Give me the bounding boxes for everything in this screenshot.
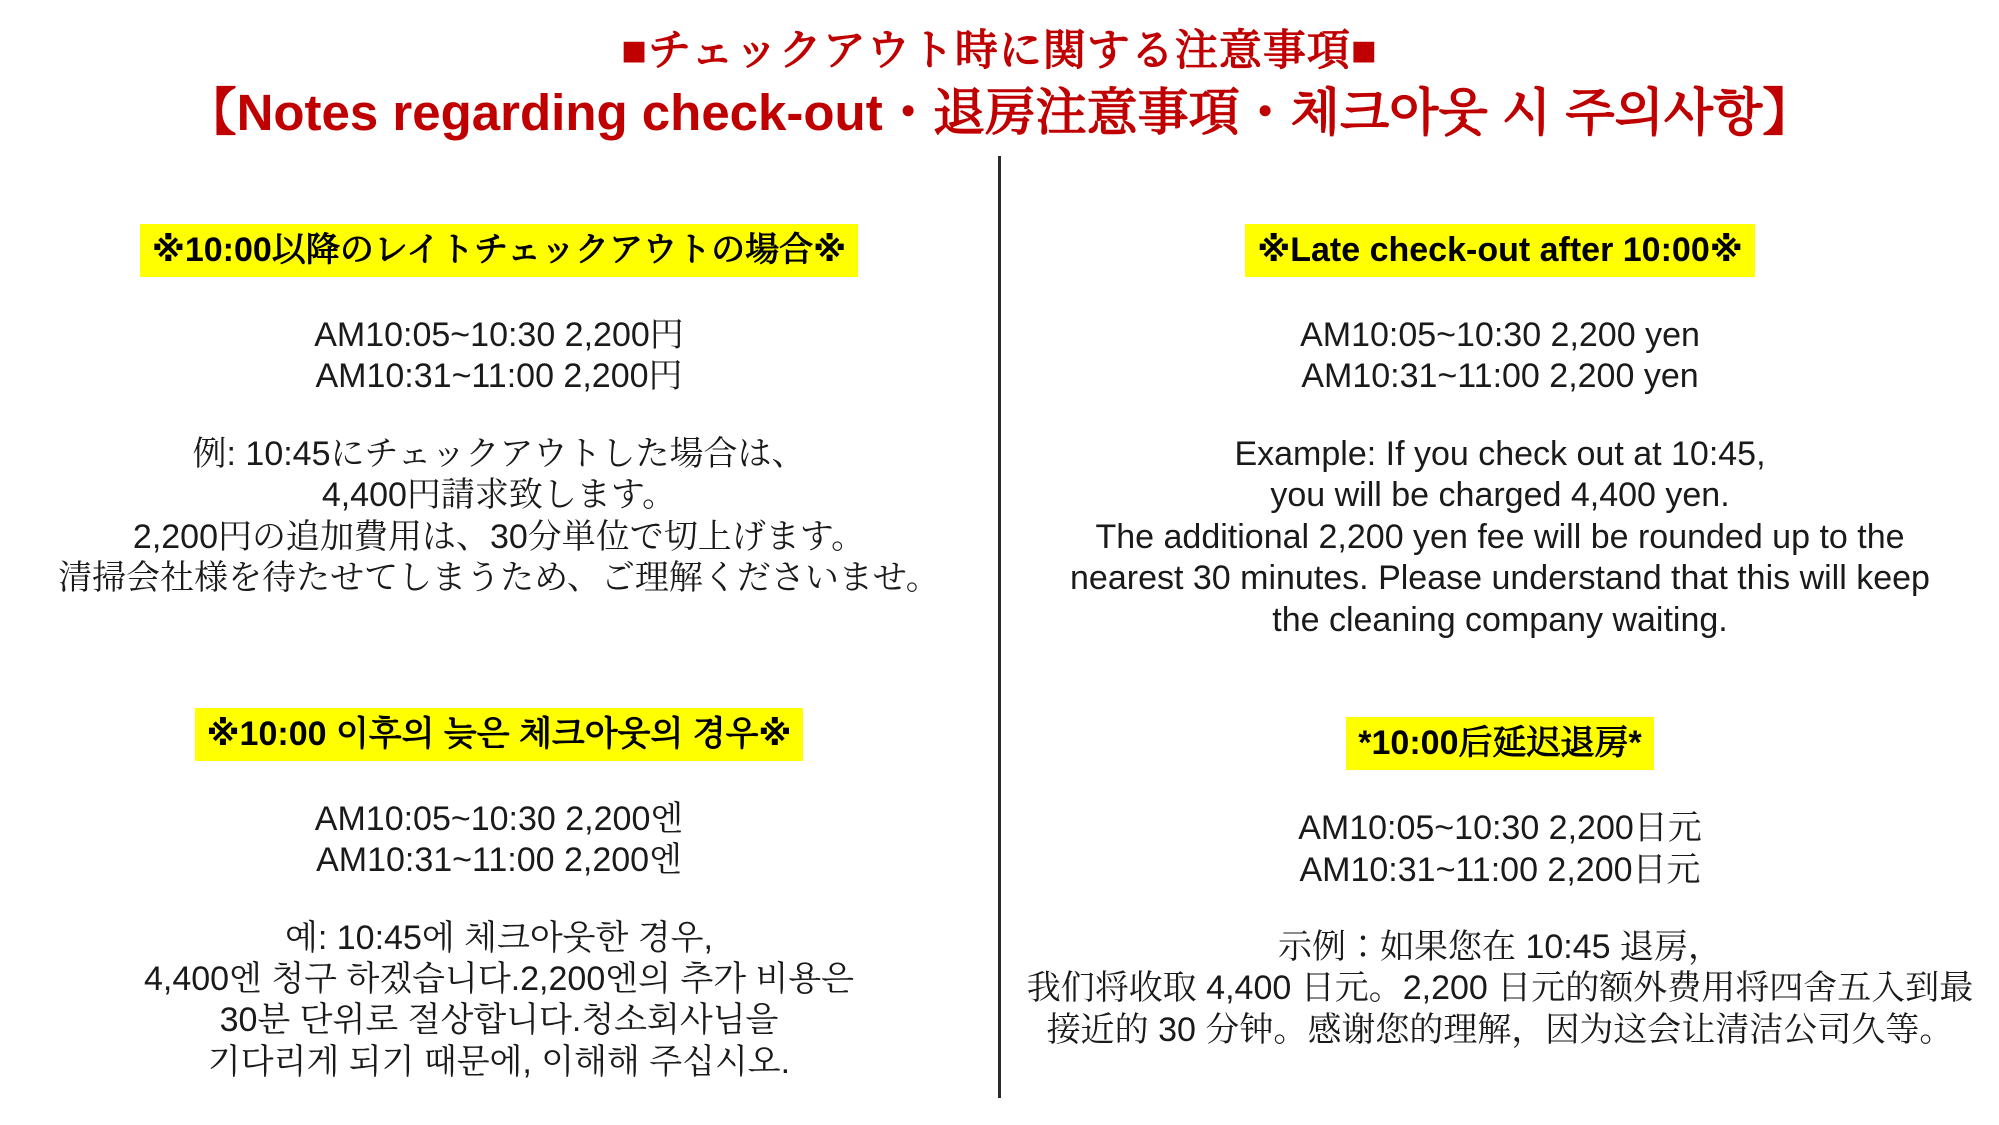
example-line: 例: 10:45にチェックアウトした場合は、 — [192, 434, 806, 473]
fee-row: AM10:31~11:00 2,200日元 — [1299, 850, 1701, 889]
left-column — [0, 150, 998, 1098]
fee-row: AM10:05~10:30 2,200엔 — [314, 799, 684, 838]
section-heading-chinese: *10:00后延迟退房* — [1346, 717, 1653, 770]
fee-row: AM10:31~11:00 2,200 yen — [1301, 357, 1699, 396]
fee-row: AM10:31~11:00 2,200円 — [315, 357, 683, 396]
fee-row: AM10:31~11:00 2,200엔 — [316, 841, 682, 880]
section-korean — [0, 708, 998, 1084]
example-line: 30분 단위로 절상합니다.청소회사님을 — [219, 1001, 779, 1040]
example-line: 4,400円請求致します。 — [321, 476, 677, 515]
example-line: The additional 2,200 yen fee will be rounded up to the — [1095, 517, 1905, 556]
example-line: 清掃会社様を待たせてしまうため、ご理解くださいませ。 — [58, 559, 940, 598]
section-japanese — [0, 224, 998, 600]
example-line: 기다리게 되기 때문에, 이해해 주십시오. — [207, 1042, 791, 1081]
example-line: Example: If you check out at 10:45, — [1234, 434, 1766, 473]
fee-schedule-korean — [0, 799, 998, 882]
example-line: nearest 30 minutes. Please understand that this will keep — [1070, 559, 1930, 598]
fee-schedule-chinese — [1001, 808, 1999, 891]
notice-body — [0, 150, 1999, 1098]
example-line: 我们将收取 4,400 日元。2,200 日元的额外费用将四舍五入到最 — [1026, 969, 1974, 1008]
example-line: the cleaning company waiting. — [1272, 600, 1728, 639]
example-japanese — [0, 434, 998, 600]
section-heading-korean: ※10:00 이후의 늦은 체크아웃의 경우※ — [195, 708, 804, 761]
section-heading-english: ※Late check-out after 10:00※ — [1245, 224, 1755, 277]
fee-schedule-english — [1001, 315, 1999, 398]
example-line: 예: 10:45에 체크아웃한 경우, — [285, 918, 713, 957]
example-line: 4,400엔 청구 하겠습니다.2,200엔의 추가 비용은 — [143, 960, 855, 998]
fee-schedule-japanese — [0, 315, 998, 398]
fee-row: AM10:05~10:30 2,200日元 — [1298, 809, 1702, 848]
fee-row: AM10:05~10:30 2,200円 — [314, 315, 684, 354]
title-japanese: ■チェックアウト時に関する注意事項■ — [621, 27, 1378, 75]
section-heading-japanese: ※10:00以降のレイトチェックアウトの場合※ — [140, 224, 858, 277]
section-chinese — [1001, 717, 1999, 1051]
fee-row: AM10:05~10:30 2,200 yen — [1300, 315, 1700, 354]
example-korean — [0, 918, 998, 1084]
page-title — [0, 0, 1999, 146]
example-english — [1001, 434, 1999, 641]
right-column — [1001, 150, 1999, 1098]
title-multilingual: 【Notes regarding check-out・退房注意事項・체크아웃 시 주의사항】 — [185, 83, 1814, 141]
example-line: 示例：如果您在 10:45 退房， — [1278, 928, 1722, 966]
example-chinese — [1001, 927, 1999, 1051]
section-english — [1001, 224, 1999, 641]
example-line: 2,200円の追加費用は、30分単位で切上げます。 — [132, 517, 866, 556]
example-line: you will be charged 4,400 yen. — [1270, 476, 1730, 515]
example-line: 接近的 30 分钟。感谢您的理解，因为这会让清洁公司久等。 — [1046, 1010, 1954, 1049]
